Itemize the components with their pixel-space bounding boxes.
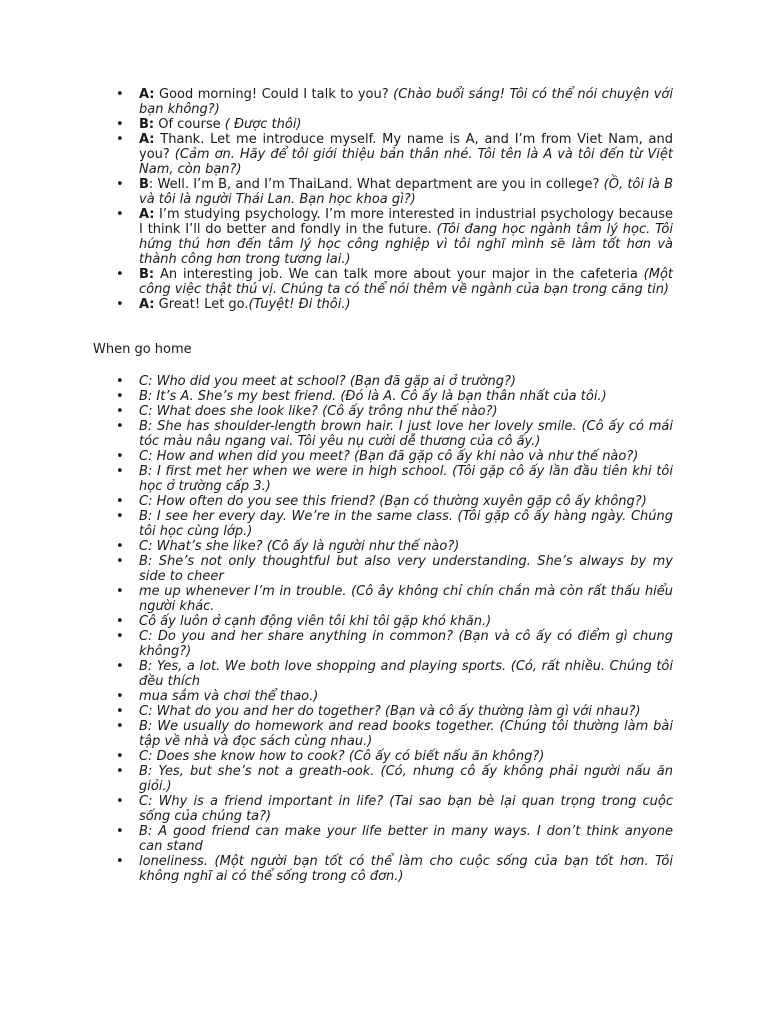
list-item: • B: Yes, but she’s not a greath-ook. (Có, nhưng cô ấy không phải người nấu ăn giỏi.) [0, 764, 673, 794]
list-item: • B: A good friend can make your life better in many ways. I don’t think anyone can stand [0, 824, 673, 854]
list-item: • B: She has shoulder-length brown hair. I just love her lovely smile. (Cô ấy có mái tóc màu nâu ngang vai. Tôi yêu nụ cười dễ thương của cô ấy.) [0, 419, 673, 449]
list-item [0, 177, 673, 207]
list-item: • C: Why is a friend important in life? (Tai sao bạn bè lại quan trọng trong cuộc sống của chúng ta?) [0, 794, 673, 824]
translation-text: ( Được thôi) [224, 117, 302, 132]
speaker-label: A: [139, 297, 155, 312]
list-item: • C: How often do you see this friend? (Bạn có thường xuyên gặp cô ấy không?) [0, 494, 673, 509]
list-item: • C: Who did you meet at school? (Bạn đã gặp ai ở trường?) [0, 374, 673, 389]
speaker-label: B: [139, 267, 155, 282]
speaker-label: A: [139, 87, 155, 102]
list-item: • B: It’s A. She’s my best friend. (Đó là A. Cô ấy là bạn thân nhất của tôi.) [0, 389, 673, 404]
translation-text: (Cảm ơn. Hãy để tôi giới thiệu bản thân nhé. Tôi tên là A và tôi đến từ Việt Nam, còn bạn?) [139, 147, 673, 177]
translation-text: (Chào buổi sáng! Tôi có thể nói chuyện với bạn không?) [139, 87, 673, 117]
speaker-label: A: [139, 132, 155, 147]
list-item: • Cô ấy luôn ở cạnh động viên tôi khi tôi gặp khó khăn.) [0, 614, 673, 629]
dialogue-list-home [0, 374, 673, 884]
translation-text: (Ồ, tôi là B và tôi là người Thái Lan. Bạn học khoa gì?) [139, 177, 673, 207]
list-item: • C: What does she look like? (Cô ấy trông như thế nào?) [0, 404, 673, 419]
list-item [0, 267, 673, 297]
dialogue-text: I’m studying psychology. I’m more interested in industrial psychology because I think I’ll do better and fondly in the future. [139, 207, 673, 237]
translation-text: (Một công việc thật thú vị. Chúng ta có thể nói thêm về ngành của bạn trong căng tin) [139, 267, 673, 297]
list-item: • C: How and when did you meet? (Bạn đã gặp cô ấy khi nào và như thế nào?) [0, 449, 673, 464]
section-heading: When go home [93, 342, 192, 357]
list-item [0, 117, 673, 132]
speaker-label: A: [139, 207, 155, 222]
list-item: • B: I first met her when we were in high school. (Tôi gặp cô ấy lần đầu tiên khi tôi học ở trường cấp 3.) [0, 464, 673, 494]
list-item: • B: I see her every day. We’re in the same class. (Tôi gặp cô ấy hàng ngày. Chúng tôi học cùng lớp.) [0, 509, 673, 539]
list-item: • B: We usually do homework and read books together. (Chúng tôi thường làm bài tập về nhà và đọc sách cùng nhau.) [0, 719, 673, 749]
list-item: • mua sắm và chơi thể thao.) [0, 689, 673, 704]
speaker-label: B: [139, 117, 155, 132]
dialogue-text: Good morning! Could I talk to you? [154, 87, 394, 102]
list-item [0, 87, 673, 117]
speaker-label: B [139, 177, 149, 192]
list-item: • C: What do you and her do together? (Bạn và cô ấy thường làm gì với nhau?) [0, 704, 673, 719]
list-item: • C: Do you and her share anything in common? (Bạn và cô ấy có điểm gì chung không?) [0, 629, 673, 659]
list-item: • me up whenever I’m in trouble. (Cô ây không chỉ chín chắn mà còn rất thấu hiểu người khác. [0, 584, 673, 614]
list-item: • B: She’s not only thoughtful but also very understanding. She’s always by my side to cheer [0, 554, 673, 584]
translation-text: (Tôi đang học ngành tâm lý học. Tôi hứng thú hơn đến tâm lý học công nghiệp vì tôi nghĩ mình sẽ làm tốt hơn và thành công hơn trong tương lai.) [139, 222, 673, 267]
translation-text: (Tuyệt! Đi thôi.) [248, 297, 351, 312]
list-item: • C: What’s she like? (Cô ấy là người như thế nào?) [0, 539, 673, 554]
dialogue-text: An interesting job. We can talk more about your major in the cafeteria [154, 267, 644, 282]
list-item [0, 207, 673, 267]
dialogue-text: Of course [154, 117, 225, 132]
dialogue-text: : Well. I’m B, and I’m ThaiLand. What department are you in college? [148, 177, 604, 192]
list-item [0, 297, 673, 312]
dialogue-text: Thank. Let me introduce myself. My name is A, and I’m from Viet Nam, and you? [139, 132, 673, 162]
dialogue-text: Great! Let go. [154, 297, 249, 312]
list-item: • C: Does she know how to cook? (Cô ấy có biết nấu ăn không?) [0, 749, 673, 764]
list-item: • B: Yes, a lot. We both love shopping and playing sports. (Có, rất nhiều. Chúng tôi đều thích [0, 659, 673, 689]
list-item: • loneliness. (Một người bạn tốt có thể làm cho cuộc sống của bạn tốt hơn. Tôi không nghĩ ai có thể sống trong cô đơn.) [0, 854, 673, 884]
list-item [0, 132, 673, 177]
dialogue-list-first-meeting [0, 87, 673, 312]
